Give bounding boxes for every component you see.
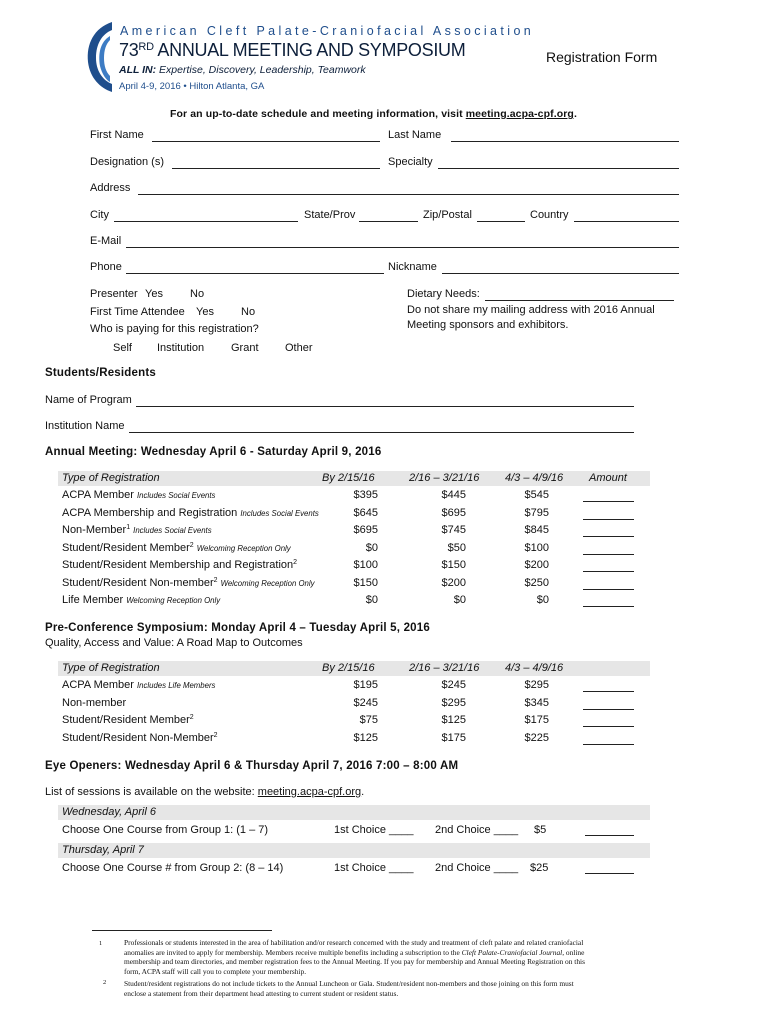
group1-first-choice[interactable]: 1st Choice ____ [334, 824, 414, 836]
registration-type-label: Life Member Welcoming Reception Only [62, 594, 221, 606]
registration-note: Includes Social Events [133, 526, 212, 535]
price-p1: $0 [365, 541, 378, 554]
preconf-section-title: Pre-Conference Symposium: Monday April 4 – Tuesday April 5, 2016 [45, 622, 430, 634]
registration-note: Includes Social Events [240, 508, 319, 518]
website-link[interactable]: meeting.acpa-cpf.org [257, 786, 362, 798]
footnote-2-number: 2 [103, 979, 107, 986]
zip-field[interactable] [477, 221, 525, 222]
amount-field[interactable] [583, 519, 634, 520]
col-mid: 2/16 – 3/21/16 [409, 472, 480, 484]
col-late: 4/3 – 4/9/16 [505, 662, 564, 674]
pay-self-option[interactable]: Self [113, 342, 132, 354]
price-p3: $225 [524, 731, 549, 744]
price-p1: $150 [353, 576, 378, 589]
course-group1-label: Choose One Course from Group 1: (1 – 7) [62, 824, 269, 836]
price-p2: $745 [441, 524, 466, 536]
program-field[interactable] [136, 406, 634, 407]
address-label: Address [90, 182, 131, 194]
meeting-title: 73RD ANNUAL MEETING AND SYMPOSIUM [119, 40, 466, 60]
price-p2: $50 [447, 541, 466, 554]
registration-type-label: ACPA Membership and Registration Includes Social Events [62, 506, 319, 519]
nickname-field[interactable] [442, 273, 679, 274]
phone-field[interactable] [126, 273, 384, 274]
city-label: City [90, 209, 109, 221]
group2-second-choice[interactable]: 2nd Choice ____ [435, 862, 519, 874]
annual-section-title: Annual Meeting: Wednesday April 6 - Saturday April 9, 2016 [45, 446, 382, 458]
preconf-subtitle: Quality, Access and Value: A Road Map to Outcomes [45, 637, 303, 649]
col-type: Type of Registration [62, 472, 160, 484]
registration-note: Includes Social Events [137, 491, 216, 500]
who-paying-label: Who is paying for this registration? [90, 323, 259, 335]
price-p1: $75 [359, 714, 378, 726]
registration-type-label: ACPA Member Includes Life Members [62, 679, 216, 691]
program-label: Name of Program [45, 394, 132, 406]
price-p1: $100 [353, 559, 378, 571]
dietary-label: Dietary Needs: [407, 288, 480, 300]
dont-share-option[interactable]: Meeting sponsors and exhibitors. [407, 319, 569, 331]
pay-institution-option[interactable]: Institution [157, 342, 205, 354]
footnote-ref: 2 [213, 576, 218, 584]
first-time-no-option[interactable]: No [241, 306, 256, 318]
amount-field[interactable] [583, 501, 634, 502]
state-field[interactable] [359, 221, 418, 222]
institution-name-field[interactable] [129, 432, 634, 433]
price-p2: $175 [441, 731, 466, 744]
price-p2: $445 [441, 489, 466, 501]
footnote-2: Student/resident registrations do not include tickets to the Annual Luncheon or Gala. Student/resident non-members and those joining on this form must enclose a statement from their department head attesting to current student or resident status. [124, 979, 574, 998]
visit-note: For an up-to-date schedule and meeting information, visit meeting.acpa-cpf.org. [170, 108, 577, 120]
email-label: E-Mail [90, 235, 122, 247]
specialty-label: Specialty [388, 156, 433, 168]
nickname-label: Nickname [388, 261, 437, 273]
amount-field[interactable] [583, 606, 634, 607]
presenter-label: Presenter [90, 288, 138, 300]
footnote-ref: 2 [189, 541, 194, 549]
email-field[interactable] [126, 247, 679, 248]
price-p1: $245 [353, 696, 378, 709]
first-name-label: First Name [90, 129, 144, 141]
price-p1: $395 [353, 489, 378, 501]
registration-note: Welcoming Reception Only [196, 543, 291, 553]
footnote-1: Professionals or students interested in the area of habilitation and/or research concerned with the study and treatment of cleft palate and related craniofacial anomalies are invited to apply for membership. Members receive multiple benefits including a subscription to the Cleft Palate-Craniofacial Journal, online membership and team directories, and member registration fees to the Annual Meeting. If you pay for membership and Annual Meeting Registration on this form, ACPA staff will call you to complete your membership. [124, 938, 585, 976]
first-name-field[interactable] [152, 141, 380, 142]
website-link[interactable]: meeting.acpa-cpf.org [465, 108, 574, 120]
group2-price: $25 [530, 862, 549, 874]
first-time-label: First Time Attendee [90, 306, 185, 318]
price-p3: $100 [524, 541, 549, 554]
amount-field[interactable] [583, 571, 634, 572]
price-p2: $695 [441, 506, 466, 519]
students-section-title: Students/Residents [45, 367, 156, 379]
price-p2: $200 [441, 576, 466, 589]
thursday-label: Thursday, April 7 [62, 844, 144, 856]
group2-amount-field[interactable] [585, 873, 634, 874]
price-p1: $695 [353, 524, 378, 536]
pay-grant-option[interactable]: Grant [231, 342, 259, 354]
country-label: Country [530, 209, 569, 221]
pay-other-option[interactable]: Other [285, 342, 313, 354]
city-field[interactable] [114, 221, 298, 222]
amount-field[interactable] [583, 744, 634, 745]
wednesday-label: Wednesday, April 6 [62, 806, 156, 818]
zip-label: Zip/Postal [423, 209, 472, 221]
meeting-tagline: ALL IN: Expertise, Discovery, Leadership, Teamwork [119, 64, 366, 76]
registration-note: Includes Life Members [137, 681, 216, 690]
address-field[interactable] [138, 194, 679, 195]
group2-first-choice[interactable]: 1st Choice ____ [334, 862, 414, 874]
amount-field[interactable] [583, 536, 634, 537]
registration-note: Welcoming Reception Only [126, 596, 221, 605]
col-early: By 2/15/16 [322, 662, 375, 674]
acpa-logo-icon [86, 22, 112, 92]
dont-share-line1: Do not share my mailing address with 2016 Annual [407, 304, 655, 316]
price-p3: $250 [524, 576, 549, 589]
col-mid: 2/16 – 3/21/16 [409, 662, 480, 674]
footnote-rule [92, 930, 272, 931]
institution-name-label: Institution Name [45, 420, 125, 432]
registration-note: Welcoming Reception Only [220, 578, 315, 588]
price-p2: $245 [441, 679, 466, 691]
registration-type-label: Student/Resident Member$^2$ [62, 714, 194, 726]
col-amount: Amount [589, 472, 627, 484]
price-p3: $545 [524, 489, 549, 501]
org-name: American Cleft Palate-Craniofacial Association [120, 24, 535, 38]
registration-type-label: Student/Resident Non-Member$^2$ [62, 731, 218, 744]
registration-type-label: Student/Resident Non-member$^2$ Welcoming Reception Only [62, 576, 315, 589]
registration-type-label: Student/Resident Membership and Registration$^2$ [62, 559, 298, 571]
price-p2: $0 [453, 594, 466, 606]
registration-type-label: ACPA Member Includes Social Events [62, 489, 216, 501]
amount-field[interactable] [583, 726, 634, 727]
price-p1: $0 [365, 594, 378, 606]
footnote-ref: 2 [189, 714, 194, 721]
price-p2: $295 [441, 696, 466, 709]
col-type: Type of Registration [62, 662, 160, 674]
country-field[interactable] [574, 221, 679, 222]
price-p3: $295 [524, 679, 549, 691]
footnote-ref: 2 [213, 731, 218, 739]
amount-field[interactable] [583, 589, 634, 590]
amount-field[interactable] [583, 691, 634, 692]
last-name-field[interactable] [451, 141, 679, 142]
amount-field[interactable] [583, 709, 634, 710]
price-p3: $845 [524, 524, 549, 536]
price-p2: $125 [441, 714, 466, 726]
price-p3: $175 [524, 714, 549, 726]
group1-price: $5 [534, 824, 547, 836]
meeting-dates: April 4-9, 2016 • Hilton Atlanta, GA [119, 81, 265, 92]
group1-amount-field[interactable] [585, 835, 634, 836]
designation-field[interactable] [172, 168, 380, 169]
price-p3: $0 [536, 594, 549, 606]
first-time-yes-option[interactable]: Yes [196, 306, 214, 318]
state-label: State/Prov [304, 209, 356, 221]
last-name-label: Last Name [388, 129, 442, 141]
registration-type-label: Student/Resident Member$^2$ Welcoming Reception Only [62, 541, 291, 554]
eye-list-note: List of sessions is available on the website: meeting.acpa-cpf.org. [45, 786, 365, 798]
registration-type-label: Non-member [62, 696, 127, 709]
dietary-field[interactable] [485, 300, 674, 301]
registration-type-label: Non-Member$^1$ Includes Social Events [62, 524, 212, 536]
presenter-yes-option[interactable]: Yes [145, 288, 163, 300]
course-group2-label: Choose One Course # from Group 2: (8 – 14) [62, 862, 284, 874]
price-p1: $125 [353, 731, 378, 744]
col-early: By 2/15/16 [322, 472, 375, 484]
price-p1: $195 [353, 679, 378, 691]
thursday-band [58, 843, 650, 858]
specialty-field[interactable] [438, 168, 679, 169]
form-title: Registration Form [546, 49, 658, 65]
amount-field[interactable] [583, 554, 634, 555]
presenter-no-option[interactable]: No [190, 288, 205, 300]
footnote-ref: 1 [126, 524, 131, 531]
eye-section-title: Eye Openers: Wednesday April 6 & Thursday April 7, 2016 7:00 – 8:00 AM [45, 760, 459, 772]
price-p3: $345 [524, 696, 549, 709]
designation-label: Designation (s) [90, 156, 164, 168]
price-p3: $795 [524, 506, 549, 519]
price-p3: $200 [524, 559, 549, 571]
group1-second-choice[interactable]: 2nd Choice ____ [435, 824, 519, 836]
col-late: 4/3 – 4/9/16 [505, 472, 564, 484]
footnote-1-number: 1 [99, 940, 103, 947]
price-p1: $645 [353, 506, 378, 519]
price-p2: $150 [441, 559, 466, 571]
phone-label: Phone [90, 261, 122, 273]
footnote-ref: 2 [293, 559, 298, 566]
